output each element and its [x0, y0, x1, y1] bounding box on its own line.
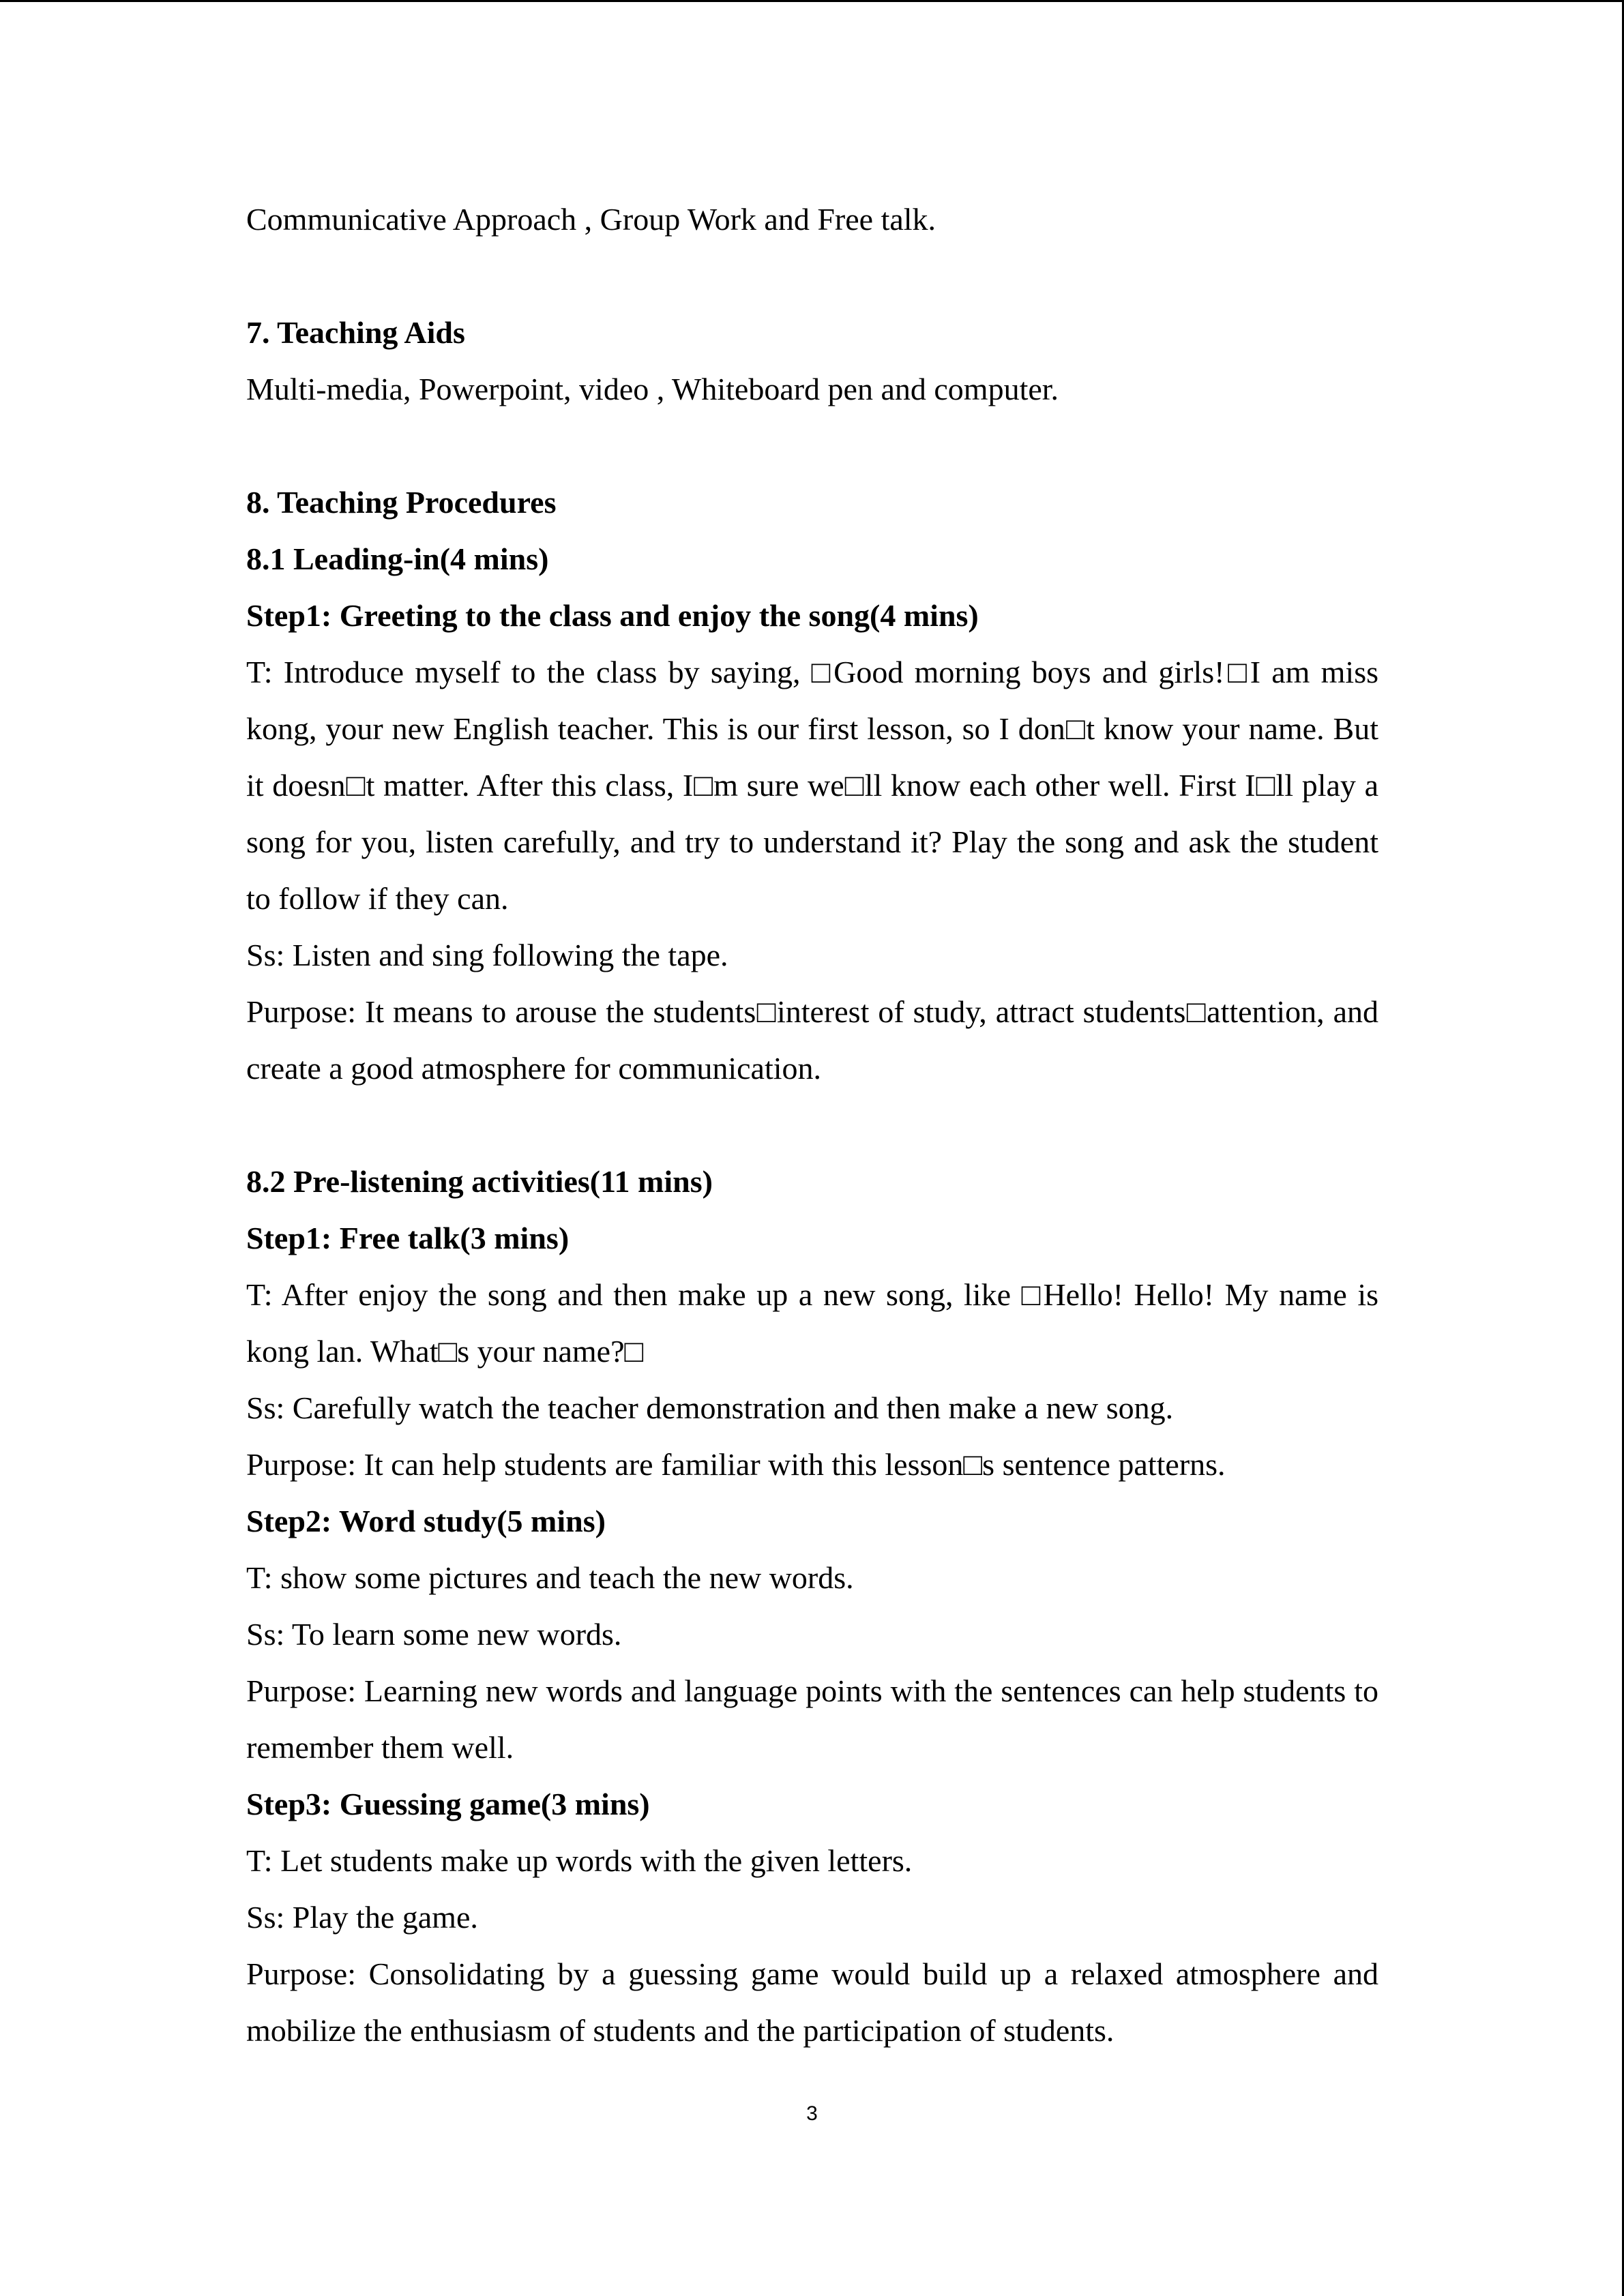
section8-1-heading: 8.1 Leading-in(4 mins)	[246, 541, 549, 576]
section8-2-step1-teacher: T: After enjoy the song and then make up a new song, like □Hello! Hello! My name is kong lan. What□s your name?□	[246, 1277, 1378, 1369]
spacer	[246, 1097, 1378, 1153]
section8-2-heading: 8.2 Pre-listening activities(11 mins)	[246, 1164, 713, 1199]
section8-2-step1-purpose: Purpose: It can help students are familiar with this lesson□s sentence patterns.	[246, 1447, 1226, 1482]
section8-1-teacher-paragraph: T: Introduce myself to the class by saying, □Good morning boys and girls!□I am miss kong, your new English teacher. This is our first lesson, so I don□t know your name. But it doesn□t matter. After this class, I□m sure we□ll know each other well. First I□ll play a song for you, listen carefully, and try to understand it? Play the song and ask the student to follow if they can.	[246, 655, 1378, 916]
section8-2-step1-heading: Step1: Free talk(3 mins)	[246, 1221, 570, 1255]
section8-2-step3-students: Ss: Play the game.	[246, 1900, 478, 1935]
section8-2-step3-purpose: Purpose: Consolidating by a guessing game would build up a relaxed atmosphere and mobilize the enthusiasm of students and the participation of students.	[246, 1956, 1378, 2048]
section8-heading: 8. Teaching Procedures	[246, 485, 557, 520]
section8-2-step2-purpose: Purpose: Learning new words and language points with the sentences can help students to remember them well.	[246, 1673, 1378, 1765]
section8-2-step2-teacher: T: show some pictures and teach the new words.	[246, 1560, 854, 1595]
section7-heading: 7. Teaching Aids	[246, 315, 465, 350]
section8-2-step2-heading: Step2: Word study(5 mins)	[246, 1504, 606, 1538]
section8-1-purpose-paragraph: Purpose: It means to arouse the students□interest of study, attract students□attention, and create a good atmosphere for communication.	[246, 994, 1378, 1086]
section8-2-step1-students: Ss: Carefully watch the teacher demonstration and then make a new song.	[246, 1390, 1174, 1425]
section8-2-step3-teacher: T: Let students make up words with the given letters.	[246, 1843, 913, 1878]
section8-2-step3-heading: Step3: Guessing game(3 mins)	[246, 1787, 650, 1821]
page-number: 3	[806, 2102, 818, 2125]
intro-line: Communicative Approach , Group Work and Free talk.	[246, 202, 936, 237]
spacer	[246, 248, 1378, 304]
spacer	[246, 417, 1378, 474]
page-top-border	[0, 0, 1624, 2]
section8-2-step2-students: Ss: To learn some new words.	[246, 1617, 622, 1652]
section8-1-students-line: Ss: Listen and sing following the tape.	[246, 938, 728, 972]
document-body	[246, 191, 1378, 2059]
section8-1-step1-heading: Step1: Greeting to the class and enjoy the song(4 mins)	[246, 598, 979, 633]
section7-text: Multi-media, Powerpoint, video , Whiteboard pen and computer.	[246, 372, 1059, 406]
